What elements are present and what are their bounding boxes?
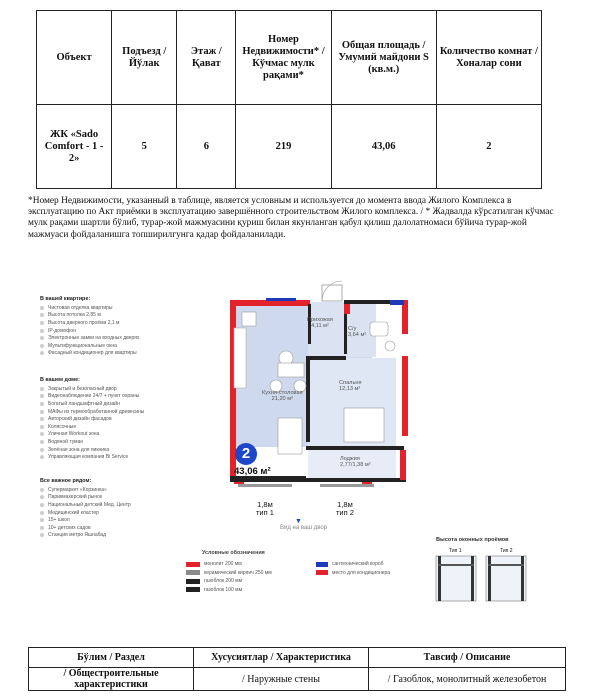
cell-area: 43,06 bbox=[331, 105, 436, 189]
bullet-icon bbox=[40, 503, 44, 507]
building-features bbox=[40, 377, 144, 461]
legend-title: Условные обозначения bbox=[202, 550, 265, 556]
feature-item bbox=[40, 446, 144, 454]
feature-label: 15+ школ bbox=[48, 517, 70, 524]
legend-swatch bbox=[186, 562, 200, 567]
bullet-icon bbox=[40, 425, 44, 429]
feature-label: IP-домофон bbox=[48, 327, 76, 334]
spec-header-characteristic: Хусусиятлар / Характеристика bbox=[194, 648, 369, 668]
window-type-1 bbox=[238, 484, 292, 487]
feature-item bbox=[40, 319, 139, 327]
view-label: Вид на ваш двор bbox=[280, 525, 328, 531]
window-height-type-2: Тип 2 bbox=[500, 548, 513, 554]
legend-label: место для кондиционера bbox=[332, 569, 391, 576]
feature-item bbox=[40, 509, 131, 517]
feature-label: Фасадный кондиционер для квартиры bbox=[48, 350, 137, 357]
cell-entrance: 5 bbox=[112, 105, 177, 189]
floor-plan-sheet bbox=[34, 278, 539, 608]
bullet-icon bbox=[40, 495, 44, 499]
legend-label: газоблок 100 мм bbox=[204, 586, 243, 593]
feature-item bbox=[40, 438, 144, 446]
table-header-row bbox=[37, 11, 542, 105]
feature-label: Уличная Workout зона bbox=[48, 431, 100, 438]
legend-swatch bbox=[316, 562, 328, 567]
bullet-icon bbox=[40, 410, 44, 414]
bullet-icon bbox=[40, 417, 44, 421]
feature-label: Медицинский кластер bbox=[48, 509, 99, 516]
feature-item bbox=[40, 334, 139, 342]
legend-label: сантехнический короб bbox=[332, 561, 384, 568]
header-rooms: Количество комнат / Хоналар сони bbox=[436, 11, 541, 105]
section-title: В вашем доме: bbox=[40, 377, 80, 383]
bullet-icon bbox=[40, 518, 44, 522]
feature-item bbox=[40, 350, 139, 358]
spec-header-row bbox=[29, 648, 566, 668]
kitchen-unit bbox=[242, 312, 256, 326]
spec-cell-section: / Общестроительные характеристики bbox=[29, 668, 194, 691]
bullet-icon bbox=[40, 336, 44, 340]
cell-property-number: 219 bbox=[236, 105, 331, 189]
bullet-icon bbox=[40, 432, 44, 436]
feature-label: Авторский дизайн фасадов bbox=[48, 416, 112, 423]
feature-label: Богатый ландшафтный дизайн bbox=[48, 400, 120, 407]
bullet-icon bbox=[40, 344, 44, 348]
window-label-2: 1,8м тип 2 bbox=[336, 500, 354, 517]
legend-item bbox=[186, 569, 272, 578]
room-label-bath: С/у 3,64 м² bbox=[348, 326, 367, 338]
header-area: Общая площадь / Умумий майдони S (кв.м.) bbox=[331, 11, 436, 105]
legend-item bbox=[186, 577, 272, 586]
feature-item bbox=[40, 415, 144, 423]
feature-label: Национальный детский Мед. Центр bbox=[48, 501, 131, 508]
section-title: В вашей квартире: bbox=[40, 296, 91, 302]
feature-label: МАФы из термообработанной древесины bbox=[48, 408, 145, 415]
feature-item bbox=[40, 453, 144, 461]
bed bbox=[344, 408, 384, 442]
apartment-features bbox=[40, 296, 139, 357]
feature-label: Супермаркет «Корзинка» bbox=[48, 486, 107, 493]
feature-label: 10+ детских садов bbox=[48, 524, 91, 531]
bullet-icon bbox=[40, 306, 44, 310]
legend-item bbox=[316, 560, 390, 569]
feature-item bbox=[40, 393, 144, 401]
feature-item bbox=[40, 524, 131, 532]
feature-label: Парикмахерский рынок bbox=[48, 494, 103, 501]
feature-label: Колясочные bbox=[48, 423, 77, 430]
feature-label: Станция метро Яшнабад bbox=[48, 532, 107, 539]
bullet-icon bbox=[40, 387, 44, 391]
header-object: Объект bbox=[37, 11, 112, 105]
toilet bbox=[385, 341, 395, 351]
room-label-kitchen: Кухня-столовая 21,20 м² bbox=[262, 390, 303, 402]
legend-label: монолит 200 мм bbox=[204, 561, 242, 568]
legend-item bbox=[316, 569, 390, 578]
total-area-label: 43,06 м² bbox=[234, 466, 271, 477]
window-height-type-1: Тип 1 bbox=[449, 548, 462, 554]
feature-item bbox=[40, 400, 144, 408]
feature-item bbox=[40, 312, 139, 320]
chevron-down-icon: ▼ bbox=[295, 518, 302, 525]
spec-header-section: Бўлим / Раздел bbox=[29, 648, 194, 668]
legend-list bbox=[186, 560, 272, 594]
legend-item bbox=[186, 586, 272, 595]
feature-item bbox=[40, 408, 144, 416]
feature-label: Электронные замки на входных дверях bbox=[48, 335, 140, 342]
bullet-icon bbox=[40, 313, 44, 317]
room-label-loggia: Лоджия 2,77/1,38 м² bbox=[340, 456, 371, 468]
feature-label: Закрытый и безопасный двор bbox=[48, 385, 117, 392]
footnote: *Номер Недвижимости, указанный в таблице, является условным и используется до момента ввода Жилого Комплекса в эксплуатацию по Акт приёмки в эксплуатацию завершённого строительством Жилого комплекса. / * Жадвалда кўрсатилган кўчмас мулк рақами шартли бўлиб, турар-жой мажмуасини қуриш билан якунланган қабул қилиш далолатномаси бўйича турар-жой мажмуаси фойдаланишга топширилгунга қадар фойдаланилади. bbox=[28, 196, 554, 240]
feature-label: Высота дверного проёма 2,1 м bbox=[48, 319, 120, 326]
legend-item bbox=[186, 560, 272, 569]
feature-item bbox=[40, 494, 131, 502]
table-row bbox=[29, 668, 566, 691]
feature-item bbox=[40, 532, 131, 540]
dining-table bbox=[278, 363, 304, 377]
feature-item bbox=[40, 516, 131, 524]
feature-item bbox=[40, 342, 139, 350]
legend-swatch bbox=[186, 570, 200, 575]
window-heights-title: Высота оконных проёмов bbox=[436, 537, 509, 543]
feature-item bbox=[40, 423, 144, 431]
bullet-icon bbox=[40, 329, 44, 333]
feature-label: Водяной туман bbox=[48, 438, 84, 445]
feature-label: Зелёная зона для пикника bbox=[48, 446, 110, 453]
legend-swatch bbox=[186, 587, 200, 592]
feature-label: Управляющая компания Bi Service bbox=[48, 454, 129, 461]
feature-item bbox=[40, 501, 131, 509]
legend-swatch bbox=[316, 570, 328, 575]
cell-floor: 6 bbox=[177, 105, 236, 189]
feature-label: Мультифункциональные окна bbox=[48, 342, 117, 349]
bullet-icon bbox=[40, 394, 44, 398]
bullet-icon bbox=[40, 511, 44, 515]
window-heights-drawing bbox=[432, 546, 532, 606]
header-floor: Этаж / Қават bbox=[177, 11, 236, 105]
bullet-icon bbox=[40, 455, 44, 459]
window-type-2 bbox=[320, 484, 374, 487]
feature-label: Чистовая отделка квартиры bbox=[48, 304, 113, 311]
header-entrance: Подъезд / Йўлак bbox=[112, 11, 177, 105]
table-row bbox=[37, 105, 542, 189]
feature-item bbox=[40, 385, 144, 393]
floor-plan-drawing bbox=[194, 278, 434, 523]
spec-cell-description: / Газоблок, монолитный железобетон bbox=[369, 668, 566, 691]
rooms-count-badge: 2 bbox=[235, 443, 257, 465]
property-table bbox=[36, 10, 542, 189]
bathtub bbox=[370, 322, 388, 336]
bullet-icon bbox=[40, 321, 44, 325]
spec-cell-characteristic: / Наружные стены bbox=[194, 668, 369, 691]
bullet-icon bbox=[40, 533, 44, 537]
legend-list-right bbox=[316, 560, 390, 577]
feature-item bbox=[40, 327, 139, 335]
bullet-icon bbox=[40, 402, 44, 406]
header-property-number: Номер Недвижимости* / Кўчмас мулк рақами* bbox=[236, 11, 331, 105]
cell-rooms: 2 bbox=[436, 105, 541, 189]
bullet-icon bbox=[40, 440, 44, 444]
bullet-icon bbox=[40, 351, 44, 355]
bullet-icon bbox=[40, 526, 44, 530]
feature-item bbox=[40, 486, 131, 494]
bullet-icon bbox=[40, 448, 44, 452]
bullet-icon bbox=[40, 488, 44, 492]
feature-item bbox=[40, 431, 144, 439]
room-label-hall: Прихожая 4,11 м² bbox=[307, 317, 333, 329]
sofa bbox=[278, 418, 302, 454]
specification-table bbox=[28, 647, 566, 691]
nearby-features bbox=[40, 478, 131, 539]
legend-label: газоблок 200 мм bbox=[204, 578, 243, 585]
entrance-door bbox=[322, 285, 342, 301]
section-title: Все важное рядом: bbox=[40, 478, 92, 484]
feature-label: Видеонаблюдение 24/7 + пункт охраны bbox=[48, 393, 140, 400]
feature-label: Высота потолка 2,85 м bbox=[48, 312, 101, 319]
room-label-bedroom: Спальня 12,13 м² bbox=[339, 380, 362, 392]
feature-item bbox=[40, 304, 139, 312]
legend-label: керамический кирпич 250 мм bbox=[204, 569, 272, 576]
spec-header-description: Тавсиф / Описание bbox=[369, 648, 566, 668]
plumbing-box bbox=[266, 298, 296, 301]
cell-object: ЖК «Sado Comfort - 1 - 2» bbox=[37, 105, 112, 189]
window-label-1: 1,8м тип 1 bbox=[256, 500, 274, 517]
legend-swatch bbox=[186, 579, 200, 584]
